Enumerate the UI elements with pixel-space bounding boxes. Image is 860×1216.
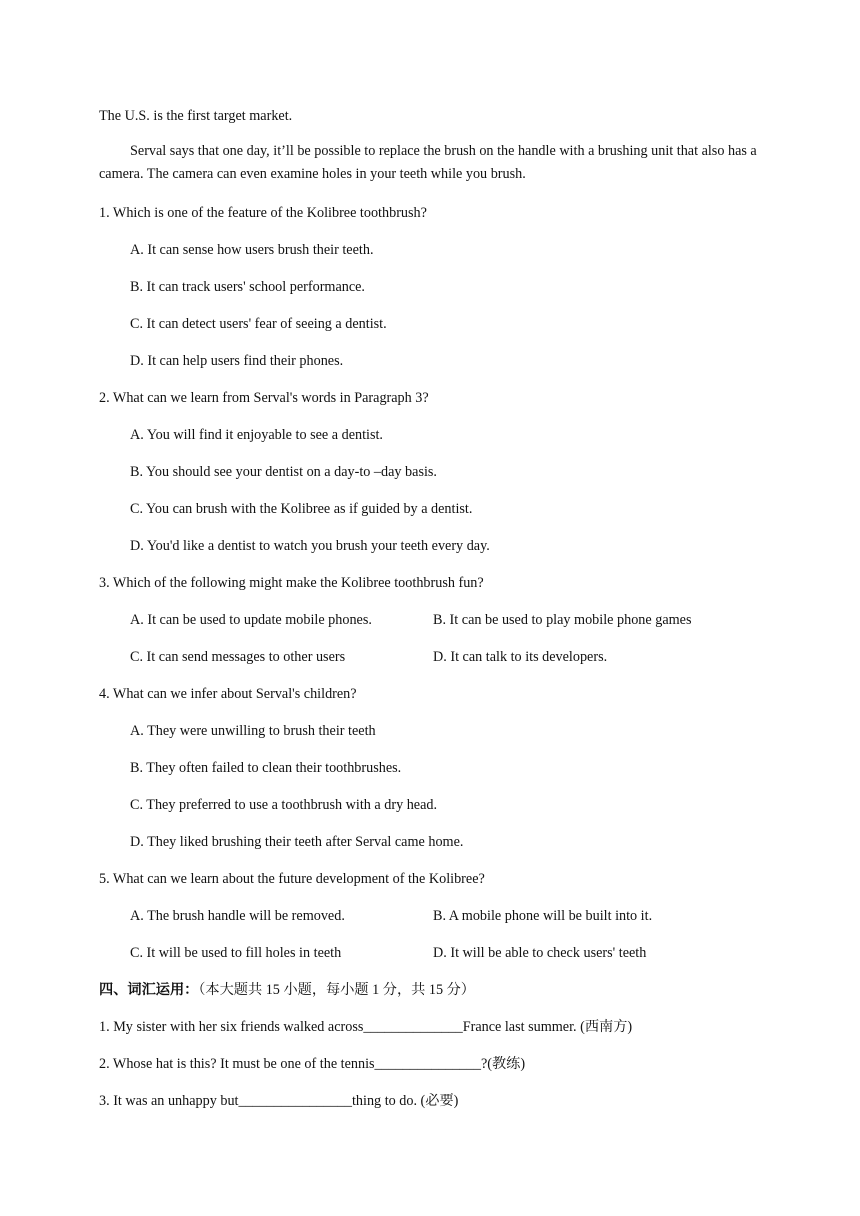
question-5-options-row-2 [99,940,779,977]
question-5-option-d: D. It will be able to check users' teeth [433,945,647,961]
question-1-option-b: B. It can track users' school performance. [130,279,365,295]
question-4-stem: 4. What can we infer about Serval's children? [99,686,357,702]
question-2-option-a: A. You will find it enjoyable to see a dentist. [130,427,383,443]
question-3-stem: 3. Which of the following might make the Kolibree toothbrush fun? [99,575,484,591]
vocab-item-3: 3. It was an unhappy but________________thing to do. (必要) [99,1093,459,1109]
vocab-item-1: 1. My sister with her six friends walked across______________France last summer. (西南方) [99,1019,633,1035]
question-3-options-row-2 [99,644,779,681]
question-4-option-c: C. They preferred to use a toothbrush with a dry head. [130,797,438,813]
question-5-option-c: C. It will be used to fill holes in teeth [130,945,342,961]
question-5-options-row-1 [99,903,779,940]
document-page [99,103,779,1125]
question-1-stem: 1. Which is one of the feature of the Kolibree toothbrush? [99,205,427,221]
section-4-heading [99,977,779,1014]
question-3-options-row-1 [99,607,779,644]
question-4-option-b: B. They often failed to clean their toothbrushes. [130,760,402,776]
question-1-option-c: C. It can detect users' fear of seeing a dentist. [130,316,387,332]
question-4-option-a: A. They were unwilling to brush their teeth [130,723,376,739]
question-5-option-a: A. The brush handle will be removed. [130,908,345,924]
question-2-stem: 2. What can we learn from Serval's words in Paragraph 3? [99,390,429,406]
section-4-note: （本大题共 15 小题，每小题 1 分，共 15 分） [198,982,475,998]
question-5-stem: 5. What can we learn about the future development of the Kolibree? [99,871,485,887]
intro-line: The U.S. is the first target market. [99,108,293,124]
question-4-option-d: D. They liked brushing their teeth after Serval came home. [130,834,464,850]
question-2-option-b: B. You should see your dentist on a day-to –day basis. [130,464,437,480]
question-3-option-b: B. It can be used to play mobile phone games [433,612,692,628]
intro-paragraph: Serval says that one day, it’ll be possible to replace the brush on the handle with a brushing unit that also has a camera. The camera can even examine holes in your teeth while you brush. [99,143,757,182]
question-1-option-d: D. It can help users find their phones. [130,353,344,369]
question-3-option-a: A. It can be used to update mobile phones. [130,612,372,628]
question-5-option-b: B. A mobile phone will be built into it. [433,908,653,924]
question-3-option-c: C. It can send messages to other users [130,649,346,665]
question-3-option-d: D. It can talk to its developers. [433,649,608,665]
question-1-option-a: A. It can sense how users brush their teeth. [130,242,374,258]
question-2-option-d: D. You'd like a dentist to watch you brush your teeth every day. [130,538,490,554]
section-4-title: 四、词汇运用： [99,982,199,998]
question-2-option-c: C. You can brush with the Kolibree as if guided by a dentist. [130,501,473,517]
vocab-item-2: 2. Whose hat is this? It must be one of the tennis_______________?(教练) [99,1056,526,1072]
